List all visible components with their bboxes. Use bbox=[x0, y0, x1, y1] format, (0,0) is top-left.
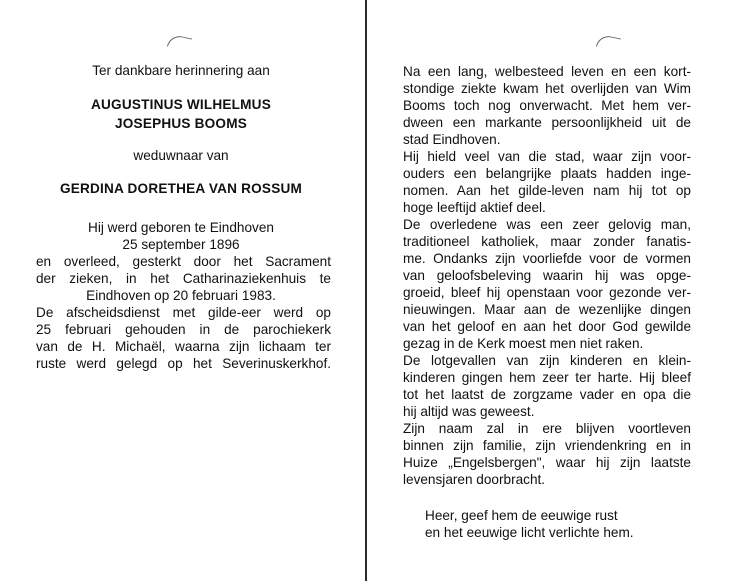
deceased-name-line2: JOSEPHUS BOOMS bbox=[115, 116, 247, 131]
body-line: ruste werd gelegd op het Severinuskerkhof. bbox=[36, 356, 331, 371]
body-line: Booms toch nog onverwacht. Met hem ver- bbox=[403, 98, 691, 113]
body-line: der zieken, in het Catharinaziekenhuis te bbox=[36, 271, 331, 286]
body-line: stad Eindhoven. bbox=[403, 132, 501, 147]
card-right-panel bbox=[367, 0, 735, 581]
body-line: binnen zijn familie, zijn vriendenkring en in bbox=[403, 438, 691, 453]
deceased-name-line1: AUGUSTINUS WILHELMUS bbox=[91, 97, 271, 112]
prayer-line: Heer, geef hem de eeuwige rust bbox=[425, 508, 618, 523]
body-line: gezag in de Kerk moest men niet raken. bbox=[403, 336, 644, 351]
body-line: 25 februari gehouden in de parochiekerk bbox=[36, 322, 331, 337]
body-line: van het geloof en aan het door God gewilde bbox=[403, 319, 691, 334]
body-line: stondige ziekte kwam het overlijden van Wim bbox=[403, 81, 691, 96]
body-line: kinderen gingen hem zeer ter harte. Hij bleef bbox=[403, 370, 691, 385]
body-line: Eindhoven op 20 februari 1983. bbox=[86, 288, 276, 303]
body-line: levensjaren doorbracht. bbox=[403, 472, 546, 487]
body-line: nieuwingen. Maar aan de wezenlijke dingen bbox=[403, 302, 691, 317]
body-line: De overledene was een zeer gelovig man, bbox=[403, 217, 691, 232]
body-line: Na een lang, welbesteed leven en een kort- bbox=[403, 64, 691, 79]
body-line: hoge leeftijd aktief deel. bbox=[403, 200, 546, 215]
body-line: 25 september 1896 bbox=[122, 237, 240, 252]
body-line: dween een markante persoonlijkheid uit de bbox=[403, 115, 691, 130]
body-line: me. Ondanks zijn voorliefde voor de vormen bbox=[403, 251, 691, 266]
card-left-panel bbox=[0, 0, 366, 581]
body-line: groeid, bleef hij openstaan voor gezonde ver- bbox=[403, 285, 691, 300]
body-line: ouders een belangrijke plaats hadden inge- bbox=[403, 166, 691, 181]
body-line: nomen. Aan het gilde-leven nam hij tot op bbox=[403, 183, 691, 198]
spouse-name: GERDINA DORETHEA VAN ROSSUM bbox=[59, 181, 303, 196]
corner-mark-icon bbox=[167, 34, 192, 51]
relation-text: weduwnaar van bbox=[133, 148, 229, 163]
body-line: tot het laatst de zorgzame vader en opa die bbox=[403, 387, 691, 402]
body-line: Huize „Engelsbergen", waar hij zijn laatste bbox=[403, 455, 691, 470]
body-line: van geloofsbeleving waarin hij was opge- bbox=[403, 268, 691, 283]
remembrance-line: Ter dankbare herinnering aan bbox=[92, 63, 270, 78]
body-line: van de H. Michaël, waarna zijn lichaam ter bbox=[36, 339, 331, 354]
corner-mark-icon bbox=[596, 34, 621, 51]
body-line: De lotgevallen van zijn kinderen en klein- bbox=[403, 353, 691, 368]
body-line: De afscheidsdienst met gilde-eer werd op bbox=[36, 305, 331, 320]
body-line: hij altijd was geweest. bbox=[403, 404, 535, 419]
body-line: Hij hield veel van die stad, waar zijn voor- bbox=[403, 149, 691, 164]
prayer-line: en het eeuwige licht verlichte hem. bbox=[425, 525, 634, 540]
body-line: traditioneel katholiek, maar zonder fanatis- bbox=[403, 234, 691, 249]
body-line: Hij werd geboren te Eindhoven bbox=[88, 220, 274, 235]
body-line: Zijn naam zal in ere blijven voortleven bbox=[403, 421, 691, 436]
body-line: en overleed, gesterkt door het Sacrament bbox=[36, 254, 331, 269]
